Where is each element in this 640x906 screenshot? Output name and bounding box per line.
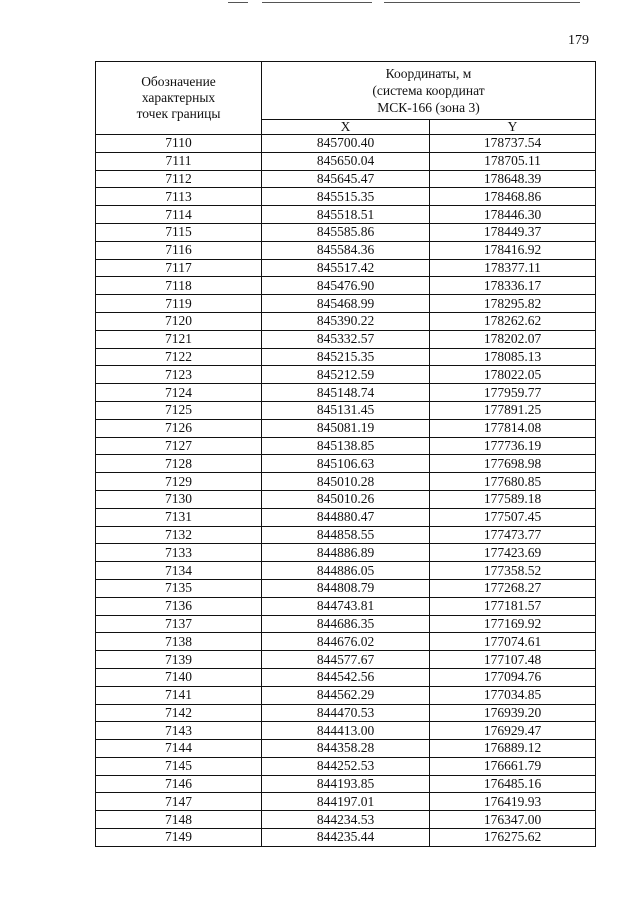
top-scan-rule [262,2,372,3]
table-row [96,473,596,491]
x-coordinate-cell: 844577.67 [262,651,430,669]
table-row [96,562,596,580]
x-coordinate-cell: 845585.86 [262,223,430,241]
table-header [96,62,596,135]
table-row [96,615,596,633]
table-row [96,526,596,544]
table-row [96,455,596,473]
point-id-cell: 7120 [96,312,262,330]
x-coordinate-cell: 845010.26 [262,490,430,508]
x-coordinate-cell: 844886.89 [262,544,430,562]
y-coordinate-cell: 176485.16 [430,775,596,793]
x-coordinate-cell: 845515.35 [262,188,430,206]
y-coordinate-cell: 178336.17 [430,277,596,295]
y-coordinate-cell: 176275.62 [430,829,596,847]
table-row [96,330,596,348]
header-name-line: Обозначение [141,74,216,89]
y-coordinate-cell: 178446.30 [430,206,596,224]
x-coordinate-cell: 845517.42 [262,259,430,277]
y-coordinate-cell: 178262.62 [430,312,596,330]
point-id-cell: 7135 [96,579,262,597]
header-group-line: МСК-166 (зона 3) [377,100,480,115]
point-designation-header [96,62,262,135]
point-id-cell: 7142 [96,704,262,722]
x-column-header: X [262,120,430,135]
table-row [96,419,596,437]
point-id-cell: 7140 [96,668,262,686]
point-id-cell: 7143 [96,722,262,740]
table-row [96,206,596,224]
point-id-cell: 7115 [96,223,262,241]
x-coordinate-cell: 844197.01 [262,793,430,811]
point-id-cell: 7145 [96,757,262,775]
y-coordinate-cell: 176939.20 [430,704,596,722]
y-coordinate-cell: 177814.08 [430,419,596,437]
y-coordinate-cell: 178648.39 [430,170,596,188]
table-row [96,757,596,775]
table-row [96,597,596,615]
point-id-cell: 7123 [96,366,262,384]
y-coordinate-cell: 177169.92 [430,615,596,633]
top-scan-rule [384,2,580,3]
y-coordinate-cell: 178449.37 [430,223,596,241]
table-row [96,544,596,562]
y-coordinate-cell: 177181.57 [430,597,596,615]
point-id-cell: 7132 [96,526,262,544]
y-coordinate-cell: 177589.18 [430,490,596,508]
point-id-cell: 7138 [96,633,262,651]
x-coordinate-cell: 844808.79 [262,579,430,597]
table-row [96,277,596,295]
point-id-cell: 7127 [96,437,262,455]
x-coordinate-cell: 845138.85 [262,437,430,455]
y-coordinate-cell: 177959.77 [430,384,596,402]
x-coordinate-cell: 844193.85 [262,775,430,793]
y-coordinate-cell: 176889.12 [430,740,596,758]
y-coordinate-cell: 177423.69 [430,544,596,562]
x-coordinate-cell: 845650.04 [262,152,430,170]
point-id-cell: 7114 [96,206,262,224]
x-coordinate-cell: 845390.22 [262,312,430,330]
table-row [96,366,596,384]
point-id-cell: 7116 [96,241,262,259]
boundary-points-table [95,61,596,847]
y-coordinate-cell: 177034.85 [430,686,596,704]
x-coordinate-cell: 845645.47 [262,170,430,188]
y-coordinate-cell: 176347.00 [430,811,596,829]
point-id-cell: 7147 [96,793,262,811]
x-coordinate-cell: 844470.53 [262,704,430,722]
x-coordinate-cell: 844562.29 [262,686,430,704]
table-row [96,170,596,188]
table-row [96,811,596,829]
table-row [96,259,596,277]
y-coordinate-cell: 178377.11 [430,259,596,277]
point-id-cell: 7144 [96,740,262,758]
point-id-cell: 7146 [96,775,262,793]
table-row [96,508,596,526]
x-coordinate-cell: 844676.02 [262,633,430,651]
y-coordinate-cell: 178705.11 [430,152,596,170]
point-id-cell: 7131 [96,508,262,526]
point-id-cell: 7119 [96,295,262,313]
point-id-cell: 7130 [96,490,262,508]
point-id-cell: 7148 [96,811,262,829]
y-coordinate-cell: 177094.76 [430,668,596,686]
table-row [96,704,596,722]
point-id-cell: 7121 [96,330,262,348]
y-coordinate-cell: 178022.05 [430,366,596,384]
point-id-cell: 7125 [96,401,262,419]
table-row [96,651,596,669]
x-coordinate-cell: 845476.90 [262,277,430,295]
x-coordinate-cell: 845131.45 [262,401,430,419]
y-coordinate-cell: 178416.92 [430,241,596,259]
table-row [96,490,596,508]
x-coordinate-cell: 845584.36 [262,241,430,259]
header-name-line: точек границы [136,106,221,121]
x-coordinate-cell: 845106.63 [262,455,430,473]
y-coordinate-cell: 178737.54 [430,135,596,153]
point-id-cell: 7134 [96,562,262,580]
x-coordinate-cell: 845148.74 [262,384,430,402]
x-coordinate-cell: 844413.00 [262,722,430,740]
x-coordinate-cell: 845518.51 [262,206,430,224]
x-coordinate-cell: 845215.35 [262,348,430,366]
point-id-cell: 7111 [96,152,262,170]
y-coordinate-cell: 176419.93 [430,793,596,811]
y-coordinate-cell: 177736.19 [430,437,596,455]
y-coordinate-cell: 178468.86 [430,188,596,206]
table-row [96,188,596,206]
point-id-cell: 7122 [96,348,262,366]
point-id-cell: 7110 [96,135,262,153]
point-id-cell: 7118 [96,277,262,295]
point-id-cell: 7124 [96,384,262,402]
point-id-cell: 7149 [96,829,262,847]
table-row [96,579,596,597]
y-column-header: Y [430,120,596,135]
table-row [96,437,596,455]
header-group-line: (система координат [372,83,485,98]
y-coordinate-cell: 178202.07 [430,330,596,348]
x-coordinate-cell: 844358.28 [262,740,430,758]
x-coordinate-cell: 845212.59 [262,366,430,384]
x-coordinate-cell: 845468.99 [262,295,430,313]
table-row [96,829,596,847]
x-coordinate-cell: 845332.57 [262,330,430,348]
table-row [96,740,596,758]
table-row [96,686,596,704]
y-coordinate-cell: 177358.52 [430,562,596,580]
x-coordinate-cell: 844686.35 [262,615,430,633]
point-id-cell: 7137 [96,615,262,633]
page-number: 179 [568,33,589,48]
x-coordinate-cell: 845700.40 [262,135,430,153]
y-coordinate-cell: 177107.48 [430,651,596,669]
point-id-cell: 7141 [96,686,262,704]
table-row [96,241,596,259]
point-id-cell: 7139 [96,651,262,669]
top-scan-rule [228,2,248,3]
y-coordinate-cell: 178085.13 [430,348,596,366]
x-coordinate-cell: 845081.19 [262,419,430,437]
x-coordinate-cell: 844880.47 [262,508,430,526]
table-row [96,135,596,153]
y-coordinate-cell: 177891.25 [430,401,596,419]
point-id-cell: 7133 [96,544,262,562]
table-row [96,668,596,686]
point-id-cell: 7117 [96,259,262,277]
header-name-line: характерных [141,90,216,105]
point-id-cell: 7129 [96,473,262,491]
table-body [96,135,596,847]
table-row [96,295,596,313]
table-row [96,793,596,811]
point-id-cell: 7136 [96,597,262,615]
y-coordinate-cell: 177473.77 [430,526,596,544]
table-row [96,152,596,170]
table-row [96,401,596,419]
x-coordinate-cell: 844858.55 [262,526,430,544]
coordinates-group-header [262,62,596,120]
x-coordinate-cell: 845010.28 [262,473,430,491]
y-coordinate-cell: 177680.85 [430,473,596,491]
table-row [96,775,596,793]
table-row [96,633,596,651]
y-coordinate-cell: 176661.79 [430,757,596,775]
x-coordinate-cell: 844234.53 [262,811,430,829]
x-coordinate-cell: 844235.44 [262,829,430,847]
table-row [96,722,596,740]
table-row [96,384,596,402]
point-id-cell: 7113 [96,188,262,206]
point-id-cell: 7112 [96,170,262,188]
table-row [96,223,596,241]
y-coordinate-cell: 177507.45 [430,508,596,526]
point-id-cell: 7126 [96,419,262,437]
y-coordinate-cell: 177698.98 [430,455,596,473]
x-coordinate-cell: 844886.05 [262,562,430,580]
y-coordinate-cell: 177074.61 [430,633,596,651]
x-coordinate-cell: 844252.53 [262,757,430,775]
header-group-line: Координаты, м [385,66,472,81]
x-coordinate-cell: 844542.56 [262,668,430,686]
y-coordinate-cell: 176929.47 [430,722,596,740]
y-coordinate-cell: 177268.27 [430,579,596,597]
point-id-cell: 7128 [96,455,262,473]
table-row [96,312,596,330]
y-coordinate-cell: 178295.82 [430,295,596,313]
table-row [96,348,596,366]
x-coordinate-cell: 844743.81 [262,597,430,615]
